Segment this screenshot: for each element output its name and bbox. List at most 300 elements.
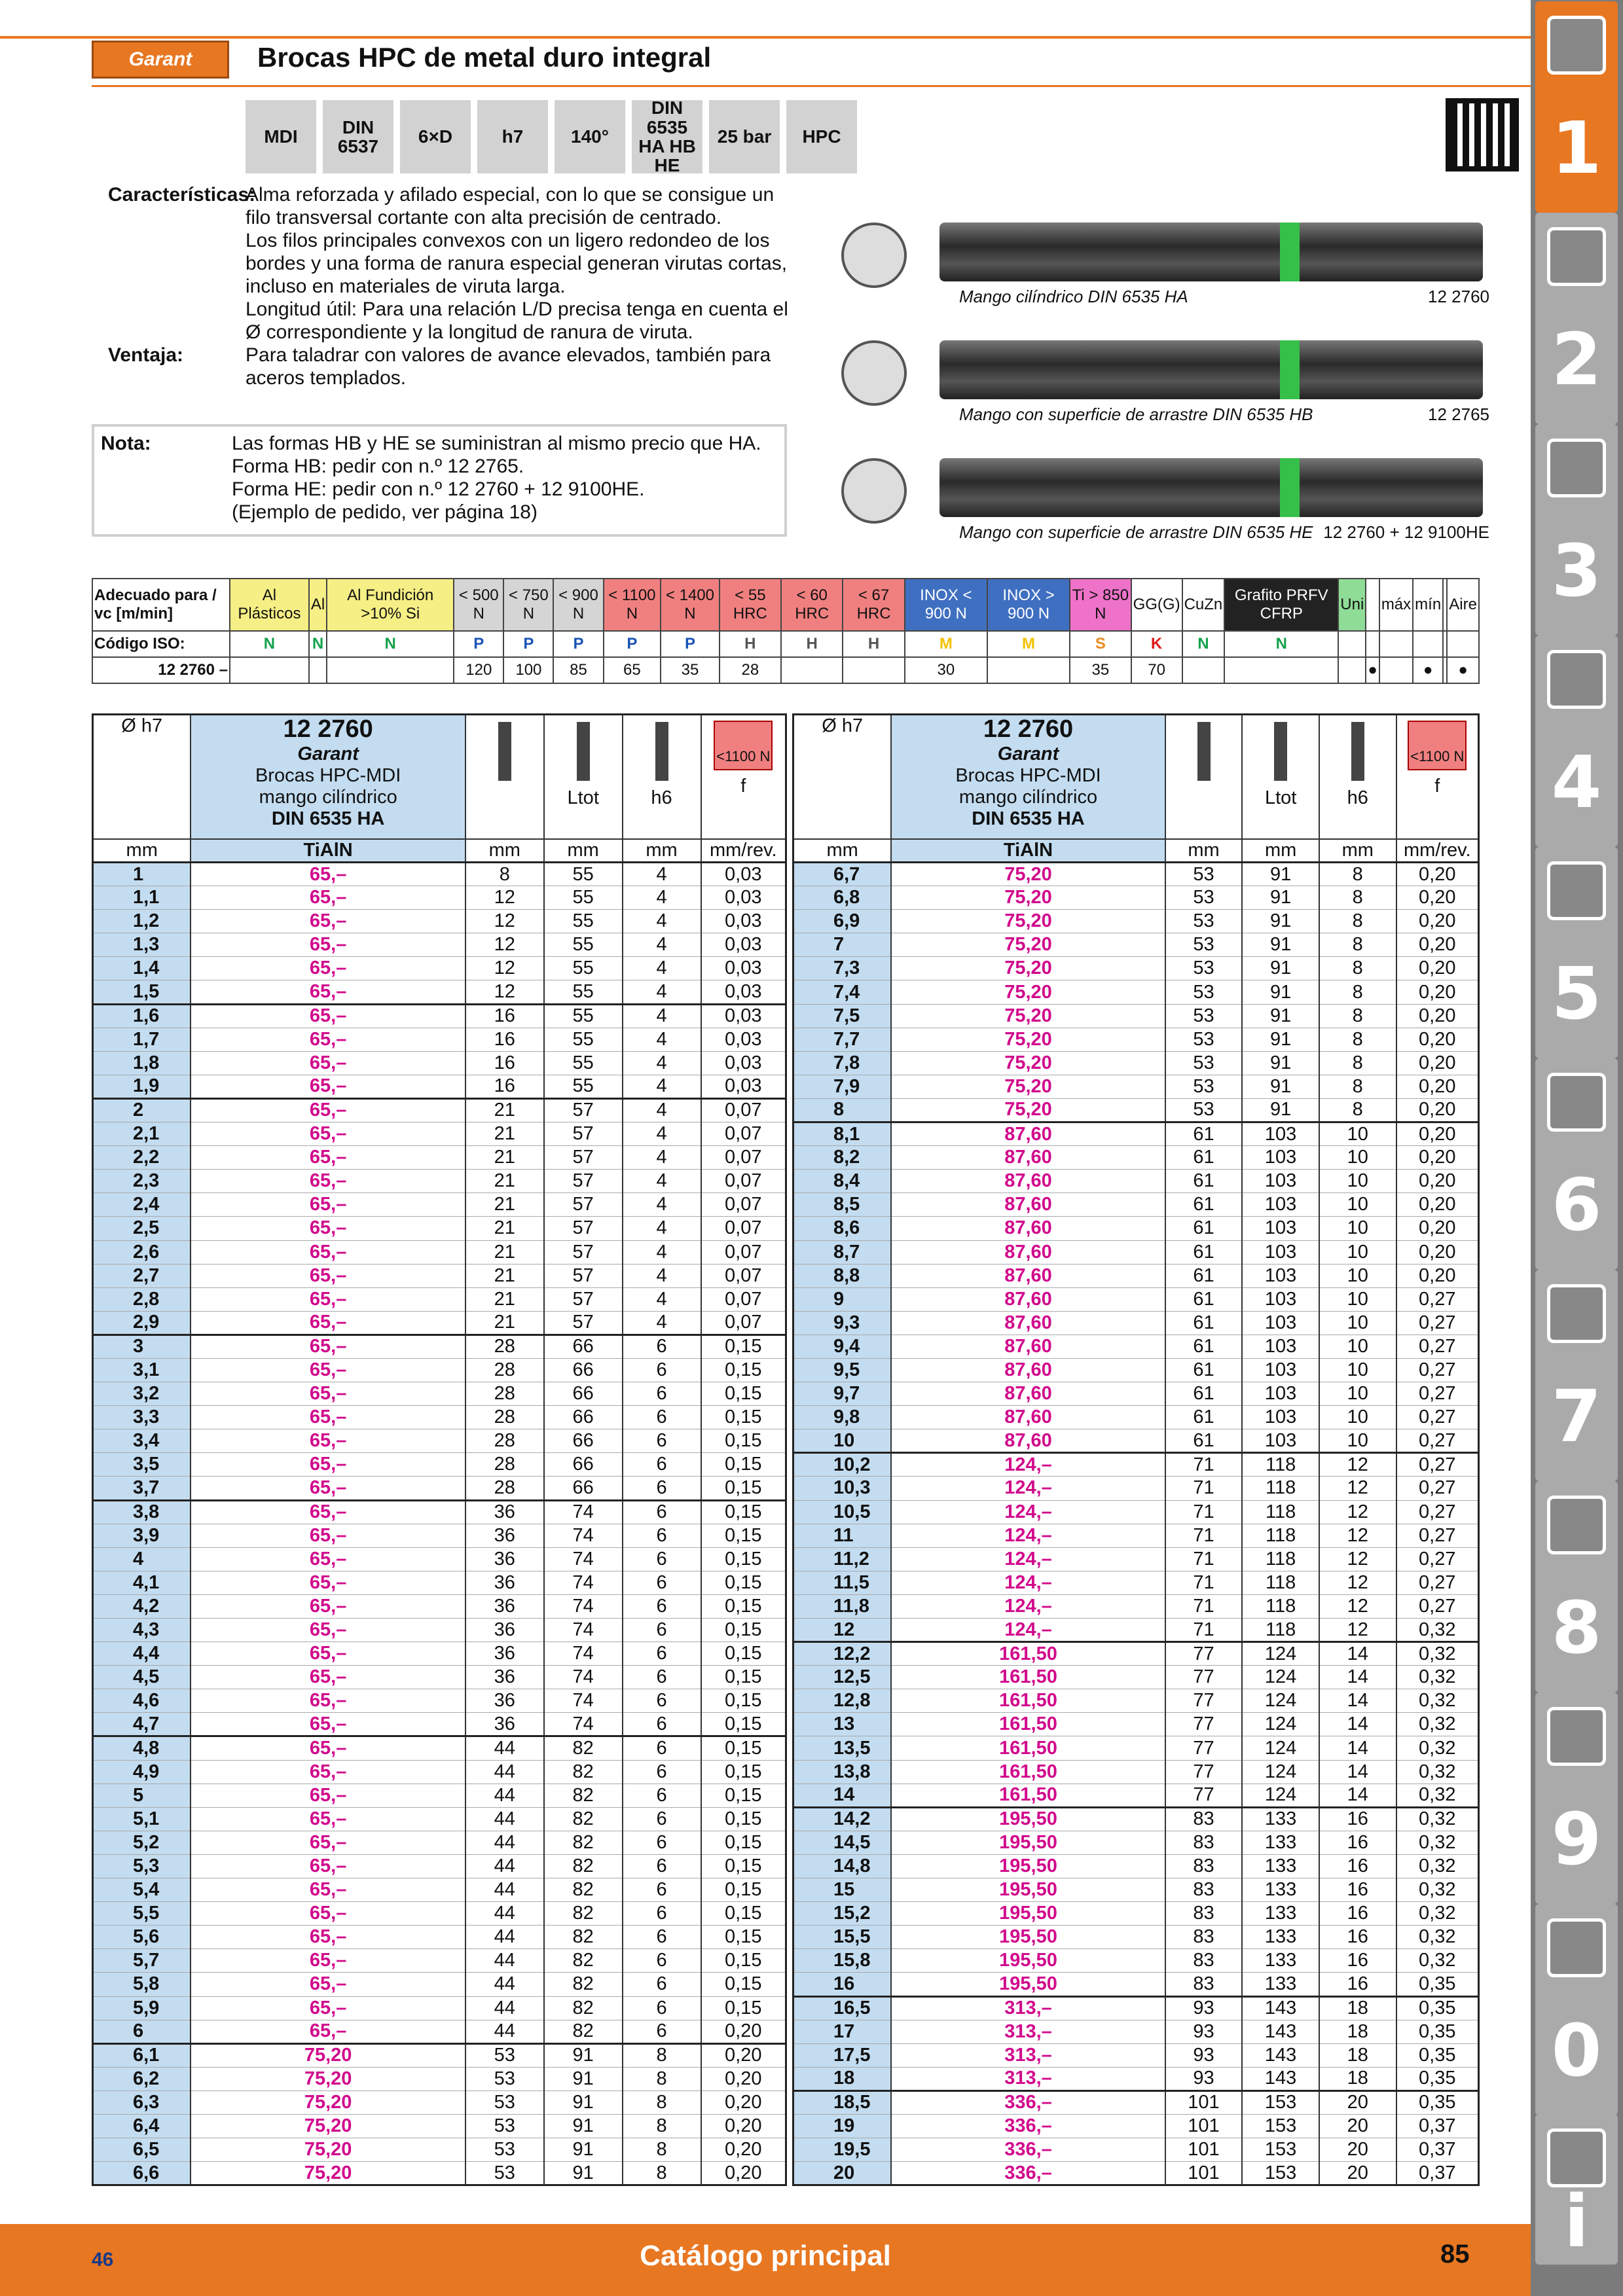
diameter-cell: 3 <box>93 1335 191 1358</box>
chapter-icon <box>1547 1284 1606 1343</box>
value-cell: 16 <box>465 1004 544 1028</box>
table-row <box>93 1004 786 1028</box>
value-cell: 44 <box>465 1854 544 1878</box>
value-cell: 53 <box>1165 957 1243 980</box>
value-cell: 20 <box>1319 2138 1396 2162</box>
value-cell: 0,20 <box>701 2138 786 2162</box>
table-row <box>93 1571 786 1594</box>
diameter-cell: 3,4 <box>93 1429 191 1453</box>
price-cell: 65,– <box>191 1287 465 1311</box>
table-row <box>93 933 786 957</box>
diameter-cell: 7,3 <box>793 957 892 980</box>
suit-cell <box>987 657 1070 683</box>
unit-cell: mm <box>623 839 701 863</box>
diameter-cell: 1,7 <box>93 1028 191 1051</box>
table-row <box>793 910 1479 933</box>
value-cell: 133 <box>1242 1902 1319 1926</box>
value-cell: 74 <box>544 1500 623 1524</box>
diameter-header: Ø h7 <box>793 715 892 839</box>
drill-number: 12 2765 <box>1428 404 1489 424</box>
product-table-right <box>792 713 1480 2186</box>
table-row <box>93 910 786 933</box>
suit-cell: 35 <box>661 657 719 683</box>
diameter-cell: 6,1 <box>93 2043 191 2067</box>
value-cell: 8 <box>1319 980 1396 1004</box>
value-cell: 103 <box>1242 1358 1319 1382</box>
suit-cell: máx <box>1379 579 1413 631</box>
total-length-icon <box>544 715 623 839</box>
value-cell: 6 <box>623 1358 701 1382</box>
value-cell: 124 <box>1242 1760 1319 1784</box>
value-cell: 91 <box>1242 933 1319 957</box>
table-row <box>793 1642 1479 1666</box>
diameter-cell: 6 <box>93 2020 191 2043</box>
value-cell: 101 <box>1165 2138 1243 2162</box>
value-cell: 61 <box>1165 1193 1243 1217</box>
value-cell: 82 <box>544 2020 623 2043</box>
drill-body-icon <box>939 458 1483 517</box>
suit-cell <box>1338 631 1366 657</box>
l-label: Ltot <box>567 787 599 808</box>
value-cell: 82 <box>544 1736 623 1760</box>
value-cell: 0,15 <box>701 1666 786 1689</box>
value-cell: 57 <box>544 1122 623 1146</box>
diameter-cell: 8,5 <box>793 1193 892 1217</box>
value-cell: 91 <box>544 2138 623 2162</box>
value-cell: 53 <box>1165 1051 1243 1075</box>
value-cell: 44 <box>465 1996 544 2020</box>
value-cell: 133 <box>1242 1878 1319 1902</box>
suit-cell: N <box>230 631 309 657</box>
suit-cell: ● <box>1413 657 1443 683</box>
drill-figure <box>841 209 1489 308</box>
price-cell: 65,– <box>191 1335 465 1358</box>
desc-value: Longitud útil: Para una relación L/D precisa tenga en cuenta el Ø correspondiente y la longitud de ranura de viruta. <box>246 298 788 343</box>
value-cell: 16 <box>1319 1831 1396 1854</box>
table-row <box>793 1831 1479 1854</box>
value-cell: 16 <box>1319 1973 1396 1996</box>
value-cell: 61 <box>1165 1335 1243 1358</box>
value-cell: 0,03 <box>701 1051 786 1075</box>
unit-cell: TiAlN <box>891 839 1165 863</box>
value-cell: 53 <box>1165 1004 1243 1028</box>
table-row <box>93 2138 786 2162</box>
table-row <box>93 1217 786 1240</box>
price-cell: 65,– <box>191 1760 465 1784</box>
value-cell: 57 <box>544 1264 623 1287</box>
table-row <box>793 1736 1479 1760</box>
value-cell: 71 <box>1165 1547 1243 1571</box>
value-cell: 133 <box>1242 1973 1319 1996</box>
value-cell: 14 <box>1319 1736 1396 1760</box>
price-cell: 65,– <box>191 1075 465 1098</box>
value-cell: 12 <box>1319 1547 1396 1571</box>
value-cell: 0,15 <box>701 1854 786 1878</box>
din: DIN 6535 HA <box>972 808 1085 829</box>
diameter-cell: 6,6 <box>93 2162 191 2185</box>
value-cell: 10 <box>1319 1287 1396 1311</box>
value-cell: 0,32 <box>1396 1878 1479 1902</box>
table-row <box>793 980 1479 1004</box>
price-cell: 65,– <box>191 1594 465 1618</box>
chapter-tab-0[interactable] <box>1535 1904 1618 2115</box>
value-cell: 0,15 <box>701 1335 786 1358</box>
value-cell: 53 <box>1165 863 1243 886</box>
value-cell: 124 <box>1242 1784 1319 1807</box>
chapter-tab-1[interactable] <box>1535 1 1618 213</box>
desc-key: Ventaja: <box>108 344 184 366</box>
value-cell: 6 <box>623 1878 701 1902</box>
table-row <box>793 1264 1479 1287</box>
value-cell: 4 <box>623 1217 701 1240</box>
chapter-tab-6[interactable] <box>1535 1058 1618 1270</box>
value-cell: 20 <box>1319 2114 1396 2138</box>
drill-tip-icon <box>841 458 907 524</box>
diameter-cell: 1,8 <box>93 1051 191 1075</box>
value-cell: 143 <box>1242 2043 1319 2067</box>
price-cell: 161,50 <box>891 1760 1165 1784</box>
shank: mango cilíndrico <box>259 787 397 808</box>
price-cell: 65,– <box>191 1831 465 1854</box>
price-cell: 65,– <box>191 2020 465 2043</box>
table-row <box>93 1926 786 1949</box>
value-cell: 4 <box>623 1193 701 1217</box>
suit-cell: 100 <box>503 657 553 683</box>
value-cell: 61 <box>1165 1358 1243 1382</box>
diameter-cell: 8 <box>793 1098 892 1122</box>
price-cell: 65,– <box>191 1666 465 1689</box>
table-row <box>93 1949 786 1973</box>
units-row <box>93 839 786 863</box>
value-cell: 21 <box>465 1311 544 1335</box>
chapter-tab-4[interactable] <box>1535 636 1618 847</box>
value-cell: 74 <box>544 1666 623 1689</box>
diameter-cell: 2,3 <box>93 1170 191 1193</box>
suit-cell: P <box>503 631 553 657</box>
value-cell: 124 <box>1242 1713 1319 1736</box>
value-cell: 77 <box>1165 1713 1243 1736</box>
value-cell: 0,03 <box>701 933 786 957</box>
value-cell: 6 <box>623 1926 701 1949</box>
suit-cell <box>309 657 327 683</box>
value-cell: 0,37 <box>1396 2162 1479 2185</box>
property-icon: 140° <box>555 100 625 173</box>
value-cell: 12 <box>1319 1571 1396 1594</box>
suit-cell: P <box>553 631 603 657</box>
diameter-cell: 14,8 <box>793 1854 892 1878</box>
value-cell: 6 <box>623 1902 701 1926</box>
drill-icon <box>498 722 511 781</box>
drill-tip-icon <box>841 340 907 406</box>
price-cell: 87,60 <box>891 1382 1165 1406</box>
table-row <box>93 1854 786 1878</box>
chapter-tab-9[interactable] <box>1535 1693 1618 1904</box>
value-cell: 118 <box>1242 1500 1319 1524</box>
diameter-cell: 2,9 <box>93 1311 191 1335</box>
coating-band <box>1280 223 1300 281</box>
diameter-cell: 6,7 <box>793 863 892 886</box>
price-cell: 87,60 <box>891 1217 1165 1240</box>
price-cell: 65,– <box>191 1098 465 1122</box>
table-row <box>93 1594 786 1618</box>
value-cell: 0,15 <box>701 1784 786 1807</box>
value-cell: 0,20 <box>701 2067 786 2090</box>
value-cell: 103 <box>1242 1170 1319 1193</box>
chapter-tab-7[interactable] <box>1535 1270 1618 1481</box>
drill-caption: Mango con superficie de arrastre DIN 6535 HB <box>959 404 1313 424</box>
value-cell: 103 <box>1242 1287 1319 1311</box>
property-icon: MDI <box>246 100 316 173</box>
value-cell: 4 <box>623 957 701 980</box>
suit-cell: Uni <box>1338 579 1366 631</box>
value-cell: 44 <box>465 1736 544 1760</box>
value-cell: 82 <box>544 1831 623 1854</box>
table-row <box>793 1287 1479 1311</box>
property-icon: h7 <box>477 100 548 173</box>
value-cell: 14 <box>1319 1689 1396 1713</box>
table-head <box>93 715 786 839</box>
value-cell: 0,27 <box>1396 1335 1479 1358</box>
value-cell: 14 <box>1319 1784 1396 1807</box>
diameter-cell: 9 <box>793 1287 892 1311</box>
value-cell: 57 <box>544 1193 623 1217</box>
note-line: Forma HE: pedir con n.º 12 2760 + 12 9100HE. <box>232 478 645 500</box>
value-cell: 0,15 <box>701 1996 786 2020</box>
value-cell: 6 <box>623 1406 701 1429</box>
units-row <box>793 839 1479 863</box>
value-cell: 12 <box>465 957 544 980</box>
value-cell: 0,15 <box>701 1926 786 1949</box>
suit-cell: < 60 HRC <box>781 579 843 631</box>
value-cell: 133 <box>1242 1854 1319 1878</box>
value-cell: 8 <box>465 863 544 886</box>
value-cell: 53 <box>465 2138 544 2162</box>
table-row <box>793 1193 1479 1217</box>
value-cell: 4 <box>623 1028 701 1051</box>
value-cell: 4 <box>623 1004 701 1028</box>
table-row <box>93 1287 786 1311</box>
chapter-icon <box>1547 2128 1606 2187</box>
price-cell: 336,– <box>891 2162 1165 2185</box>
price-cell: 65,– <box>191 1949 465 1973</box>
suit-cell: N <box>1224 631 1338 657</box>
value-cell: 53 <box>465 2067 544 2090</box>
value-cell: 0,20 <box>1396 933 1479 957</box>
shank-icon <box>623 715 701 839</box>
table-row <box>93 1311 786 1335</box>
drill-icon <box>655 722 668 781</box>
value-cell: 6 <box>623 1642 701 1666</box>
value-cell: 12 <box>1319 1453 1396 1477</box>
suit-cell <box>1366 631 1379 657</box>
value-cell: 0,32 <box>1396 1619 1479 1642</box>
value-cell: 6 <box>623 1784 701 1807</box>
value-cell: 77 <box>1165 1666 1243 1689</box>
chapter-tab-8[interactable] <box>1535 1481 1618 1693</box>
suit-cell: < 1100 N <box>604 579 661 631</box>
value-cell: 71 <box>1165 1524 1243 1547</box>
value-cell: 61 <box>1165 1382 1243 1406</box>
chapter-tab-i[interactable] <box>1535 2114 1618 2265</box>
h6-label: h6 <box>651 787 672 808</box>
value-cell: 118 <box>1242 1571 1319 1594</box>
value-cell: 0,20 <box>701 2114 786 2138</box>
chapter-icon <box>1547 1918 1606 1977</box>
table-row <box>793 1075 1479 1098</box>
price-cell: 161,50 <box>891 1666 1165 1689</box>
suit-cell: H <box>781 631 843 657</box>
desc-row <box>108 229 795 298</box>
table-row <box>793 1098 1479 1122</box>
value-cell: 44 <box>465 2020 544 2043</box>
value-cell: 4 <box>623 1098 701 1122</box>
value-cell: 8 <box>623 2138 701 2162</box>
diameter-cell: 13 <box>793 1713 892 1736</box>
value-cell: 83 <box>1165 1878 1243 1902</box>
diameter-cell: 5,1 <box>93 1807 191 1831</box>
chapter-tab-5[interactable] <box>1535 847 1618 1058</box>
diameter-cell: 9,4 <box>793 1335 892 1358</box>
diameter-cell: 4,2 <box>93 1594 191 1618</box>
price-cell: 313,– <box>891 2043 1165 2067</box>
din: DIN 6535 HA <box>271 808 385 829</box>
diameter-cell: 1,3 <box>93 933 191 957</box>
suit-cell: N <box>309 631 327 657</box>
value-cell: 0,07 <box>701 1098 786 1122</box>
table-row <box>93 1028 786 1051</box>
value-cell: 0,07 <box>701 1122 786 1146</box>
header-rule <box>92 85 1532 87</box>
table-row <box>93 1736 786 1760</box>
value-cell: 82 <box>544 1902 623 1926</box>
value-cell: 74 <box>544 1594 623 1618</box>
value-cell: 28 <box>465 1429 544 1453</box>
suit-cell: Al <box>309 579 327 631</box>
value-cell: 18 <box>1319 1996 1396 2020</box>
value-cell: 0,03 <box>701 863 786 886</box>
value-cell: 61 <box>1165 1264 1243 1287</box>
value-cell: 71 <box>1165 1619 1243 1642</box>
value-cell: 0,27 <box>1396 1477 1479 1500</box>
value-cell: 66 <box>544 1429 623 1453</box>
value-cell: 18 <box>1319 2043 1396 2067</box>
value-cell: 61 <box>1165 1240 1243 1264</box>
value-cell: 0,27 <box>1396 1358 1479 1382</box>
value-cell: 93 <box>1165 2067 1243 2090</box>
value-cell: 0,07 <box>701 1146 786 1170</box>
value-cell: 8 <box>1319 1098 1396 1122</box>
qr-code-icon[interactable] <box>1446 98 1519 171</box>
price-cell: 65,– <box>191 1122 465 1146</box>
value-cell: 0,15 <box>701 1736 786 1760</box>
unit-cell: mm <box>1165 839 1243 863</box>
suit-cell <box>1379 657 1413 683</box>
price-cell: 65,– <box>191 863 465 886</box>
value-cell: 0,27 <box>1396 1287 1479 1311</box>
value-cell: 55 <box>544 1004 623 1028</box>
price-cell: 65,– <box>191 1477 465 1500</box>
value-cell: 12 <box>465 980 544 1004</box>
table-row <box>793 1500 1479 1524</box>
suit-cell: M <box>905 631 987 657</box>
diameter-cell: 5,7 <box>93 1949 191 1973</box>
value-cell: 0,15 <box>701 1594 786 1618</box>
value-cell: 74 <box>544 1524 623 1547</box>
value-cell: 55 <box>544 1075 623 1098</box>
table-row <box>793 1689 1479 1713</box>
table-row <box>793 1760 1479 1784</box>
table-row <box>93 1453 786 1477</box>
value-cell: 0,20 <box>1396 980 1479 1004</box>
diameter-cell: 2 <box>93 1098 191 1122</box>
value-cell: 143 <box>1242 2020 1319 2043</box>
diameter-cell: 8,7 <box>793 1240 892 1264</box>
table-row <box>793 1028 1479 1051</box>
table-row <box>93 2162 786 2185</box>
note-lines <box>232 432 761 524</box>
value-cell: 82 <box>544 1807 623 1831</box>
chapter-icon <box>1547 1073 1606 1132</box>
value-cell: 28 <box>465 1406 544 1429</box>
table-row <box>93 1547 786 1571</box>
table-row <box>793 1713 1479 1736</box>
value-cell: 91 <box>1242 886 1319 910</box>
price-cell: 65,– <box>191 1429 465 1453</box>
value-cell: 53 <box>465 2090 544 2114</box>
table-row <box>793 1571 1479 1594</box>
price-cell: 161,50 <box>891 1713 1165 1736</box>
value-cell: 28 <box>465 1382 544 1406</box>
value-cell: 103 <box>1242 1146 1319 1170</box>
suit-cell: H <box>720 631 781 657</box>
value-cell: 0,32 <box>1396 1926 1479 1949</box>
chapter-number: 2 <box>1551 317 1602 401</box>
table-row <box>793 1594 1479 1618</box>
table-row <box>93 1524 786 1547</box>
value-cell: 118 <box>1242 1619 1319 1642</box>
price-cell: 65,– <box>191 1973 465 1996</box>
chapter-icon <box>1547 227 1606 286</box>
suit-cell <box>230 657 309 683</box>
unit-cell: mm <box>1319 839 1396 863</box>
diameter-cell: 2,8 <box>93 1287 191 1311</box>
value-cell: 14 <box>1319 1642 1396 1666</box>
diameter-cell: 15,5 <box>793 1926 892 1949</box>
suit-cell: N <box>1182 631 1225 657</box>
table-row <box>793 1949 1479 1973</box>
table-row <box>793 1784 1479 1807</box>
value-cell: 16 <box>1319 1878 1396 1902</box>
price-cell: 65,– <box>191 910 465 933</box>
diameter-cell: 14 <box>793 1784 892 1807</box>
chapter-tab-3[interactable] <box>1535 424 1618 636</box>
value-cell: 0,32 <box>1396 1784 1479 1807</box>
value-cell: 124 <box>1242 1736 1319 1760</box>
chapter-tab-2[interactable] <box>1535 213 1618 424</box>
value-cell: 21 <box>465 1122 544 1146</box>
diameter-cell: 3,9 <box>93 1524 191 1547</box>
material-icon: <1100 N <box>714 721 773 770</box>
value-cell: 4 <box>623 886 701 910</box>
value-cell: 36 <box>465 1547 544 1571</box>
value-cell: 55 <box>544 886 623 910</box>
value-cell: 82 <box>544 1854 623 1878</box>
table-row <box>793 1878 1479 1902</box>
value-cell: 8 <box>1319 863 1396 886</box>
suit-cell <box>843 657 904 683</box>
value-cell: 101 <box>1165 2114 1243 2138</box>
value-cell: 44 <box>465 1926 544 1949</box>
